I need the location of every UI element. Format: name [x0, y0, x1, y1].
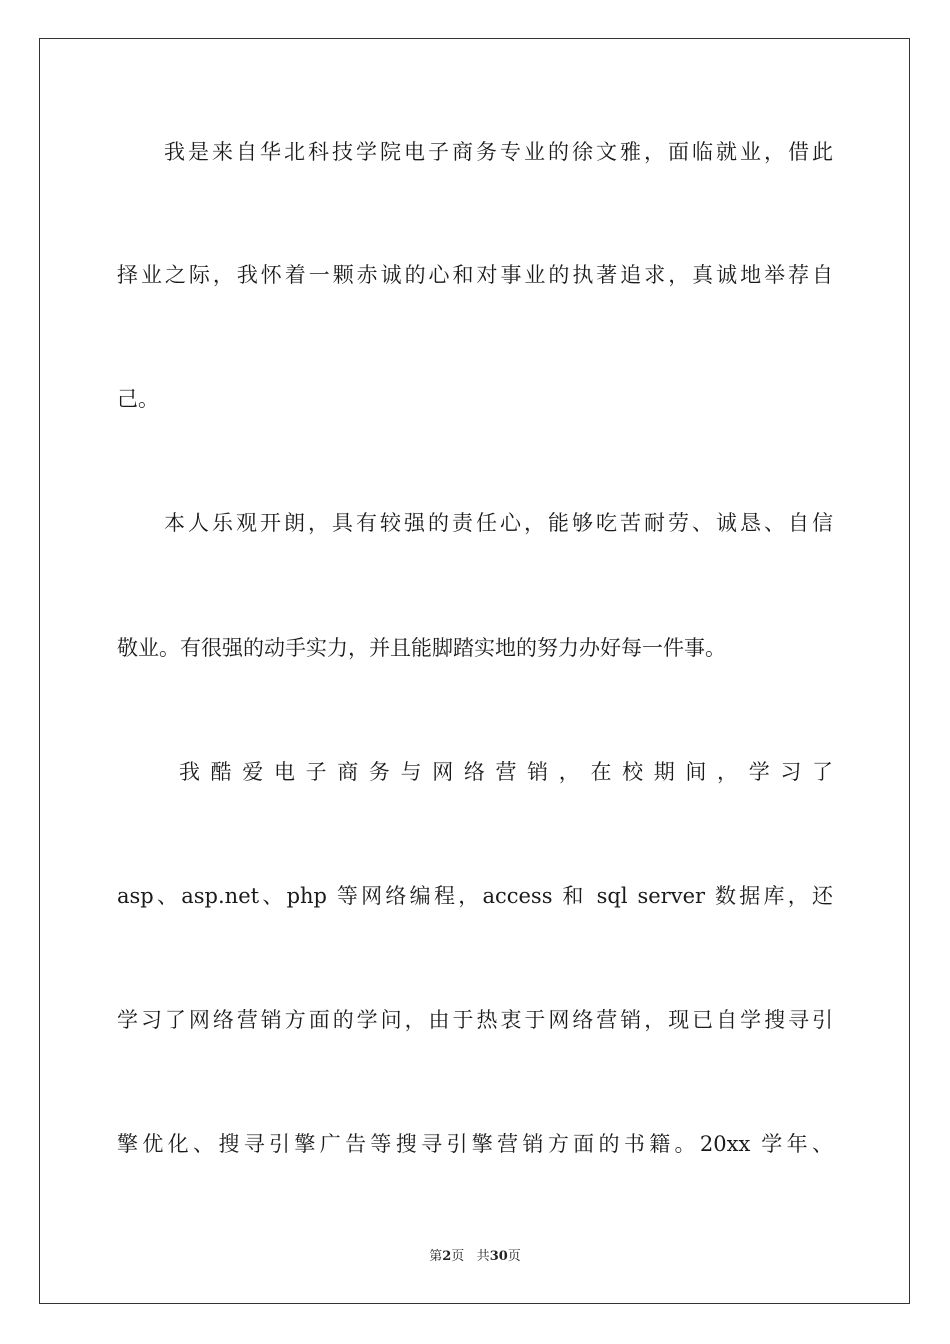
footer-total-suffix: 页 — [507, 1249, 521, 1264]
footer-page-suffix: 页 — [451, 1249, 465, 1264]
paragraph-3-line-1: 我 酷 爱 电 子 商 务 与 网 络 营 销 ， 在 校 期 间 ， 学 习 了 — [179, 760, 833, 784]
footer-total-prefix: 共 — [476, 1249, 490, 1264]
footer-total-pages: 30 — [489, 1249, 508, 1264]
paragraph-3-line-2: asp、asp.net、php 等网络编程，access 和 sql server 数据库，还 — [117, 884, 833, 908]
footer-page-number: 2 — [442, 1249, 452, 1264]
paragraph-2-line-2: 敬业。有很强的动手实力，并且能脚踏实地的努力办好每一件事。 — [117, 636, 726, 660]
paragraph-1-line-1: 我是来自华北科技学院电子商务专业的徐文雅，面临就业，借此 — [164, 140, 833, 164]
paragraph-2-line-1: 本人乐观开朗，具有较强的责任心，能够吃苦耐劳、诚恳、自信 — [164, 511, 833, 535]
paragraph-1-line-3: 己。 — [117, 387, 159, 411]
paragraph-3-line-3: 学习了网络营销方面的学问，由于热衷于网络营销，现已自学搜寻引 — [117, 1008, 833, 1032]
page-border — [39, 38, 910, 1304]
paragraph-1-line-2: 择业之际，我怀着一颗赤诚的心和对事业的执著追求，真诚地举荐自 — [117, 263, 833, 287]
paragraph-3-line-4: 擎优化、搜寻引擎广告等搜寻引擎营销方面的书籍。20xx 学年、 — [117, 1132, 833, 1156]
footer-page-prefix: 第 — [429, 1249, 443, 1264]
page-footer — [0, 1248, 950, 1266]
